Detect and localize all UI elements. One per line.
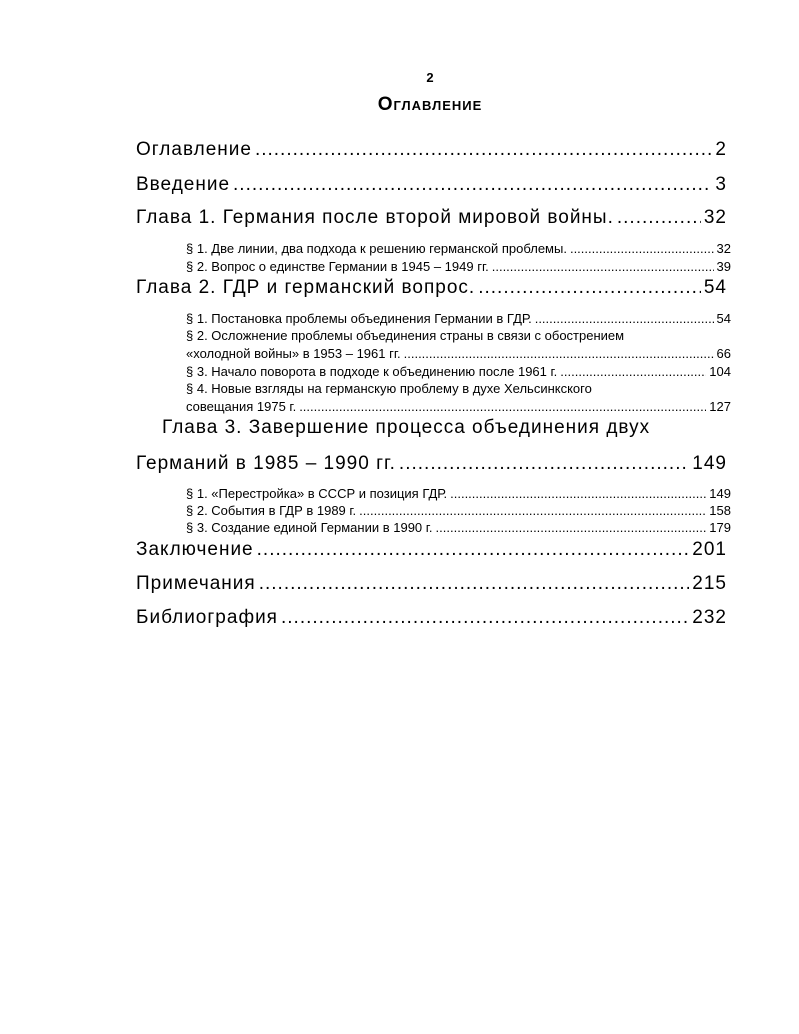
dot-leader: [560, 364, 706, 379]
toc-entry-ch2-section-2[interactable]: [186, 346, 731, 361]
entry-label: § 1. Две линии, два подхода к решению германской проблемы.: [186, 241, 567, 256]
toc-entry-ch2-section-3[interactable]: [186, 364, 731, 379]
toc-entry-introduction[interactable]: [136, 174, 727, 196]
toc-entry-ch2-section-2-line1[interactable]: § 2. Осложнение проблемы объединения страны в связи с обострением: [186, 328, 625, 343]
entry-page: 149: [692, 453, 727, 474]
entry-page: 54: [716, 311, 731, 326]
dot-leader: [359, 503, 706, 518]
toc-entry-chapter-3[interactable]: [136, 453, 727, 475]
entry-label: § 3. Начало поворота в подходе к объединению после 1961 г.: [186, 364, 558, 379]
entry-label: совещания 1975 г.: [186, 399, 297, 414]
toc-entry-chapter-2[interactable]: [136, 277, 727, 299]
entry-label: «холодной войны» в 1953 – 1961 гг.: [186, 346, 401, 361]
entry-page: 3: [715, 174, 727, 195]
entry-label: Введение: [136, 174, 231, 195]
entry-label: Глава 1. Германия после второй мировой войны.: [136, 207, 614, 228]
toc-entry-conclusion[interactable]: [136, 539, 727, 561]
toc-entry-ch3-section-3[interactable]: [186, 520, 731, 535]
entry-page: 32: [716, 241, 731, 256]
toc-entry-ch2-section-4[interactable]: [186, 399, 731, 414]
entry-page: 149: [709, 486, 731, 501]
entry-page: 66: [716, 346, 731, 361]
entry-label: Библиография: [136, 607, 278, 628]
dot-leader: [257, 539, 690, 561]
toc-entry-contents[interactable]: [136, 139, 727, 161]
dot-leader: [450, 486, 706, 501]
entry-page: 215: [692, 573, 727, 594]
entry-page: 232: [692, 607, 727, 628]
entry-page: 104: [709, 364, 731, 379]
toc-entry-ch1-section-1[interactable]: [186, 241, 731, 256]
dot-leader: [255, 139, 712, 161]
entry-page: 39: [716, 259, 731, 274]
entry-label: § 1. «Перестройка» в СССР и позиция ГДР.: [186, 486, 448, 501]
entry-label: Германий в 1985 – 1990 гг.: [136, 453, 396, 474]
page-title: Оглавление: [377, 94, 483, 115]
entry-label: § 1. Постановка проблемы объединения Германии в ГДР.: [186, 311, 532, 326]
toc-entry-ch1-section-2[interactable]: [186, 259, 731, 274]
toc-entry-ch3-section-2[interactable]: [186, 503, 731, 518]
dot-leader: [436, 520, 707, 535]
entry-label: § 2. События в ГДР в 1989 г.: [186, 503, 357, 518]
entry-page: 2: [715, 139, 727, 160]
toc-entry-ch2-section-1[interactable]: [186, 311, 731, 326]
entry-page: 54: [703, 277, 727, 298]
page-number: 2: [426, 70, 434, 85]
dot-leader: [535, 311, 714, 326]
dot-leader: [617, 207, 701, 229]
entry-label: Глава 2. ГДР и германский вопрос.: [136, 277, 476, 298]
dot-leader: [299, 399, 706, 414]
dot-leader: [259, 573, 690, 595]
entry-label: Примечания: [136, 573, 256, 594]
entry-page: 179: [709, 520, 731, 535]
dot-leader: [570, 241, 714, 256]
dot-leader: [492, 259, 714, 274]
dot-leader: [233, 174, 712, 196]
entry-label: Оглавление: [136, 139, 252, 160]
entry-page: 201: [692, 539, 727, 560]
entry-label: § 2. Вопрос о единстве Германии в 1945 – 1949 гг.: [186, 259, 489, 274]
toc-entry-ch2-section-4-line1[interactable]: § 4. Новые взгляды на германскую проблему в духе Хельсинкского: [186, 381, 592, 396]
dot-leader: [399, 453, 689, 475]
dot-leader: [478, 277, 701, 299]
toc-entry-bibliography[interactable]: [136, 607, 727, 629]
entry-page: 32: [703, 207, 727, 228]
toc-entry-chapter-3-line1[interactable]: Глава 3. Завершение процесса объединения двух: [162, 417, 651, 438]
toc-entry-notes[interactable]: [136, 573, 727, 595]
entry-label: § 3. Создание единой Германии в 1990 г.: [186, 520, 433, 535]
toc-entry-chapter-1[interactable]: [136, 207, 727, 229]
entry-page: 127: [709, 399, 731, 414]
entry-label: Заключение: [136, 539, 254, 560]
entry-page: 158: [709, 503, 731, 518]
dot-leader: [281, 607, 689, 629]
dot-leader: [404, 346, 714, 361]
toc-entry-ch3-section-1[interactable]: [186, 486, 731, 501]
